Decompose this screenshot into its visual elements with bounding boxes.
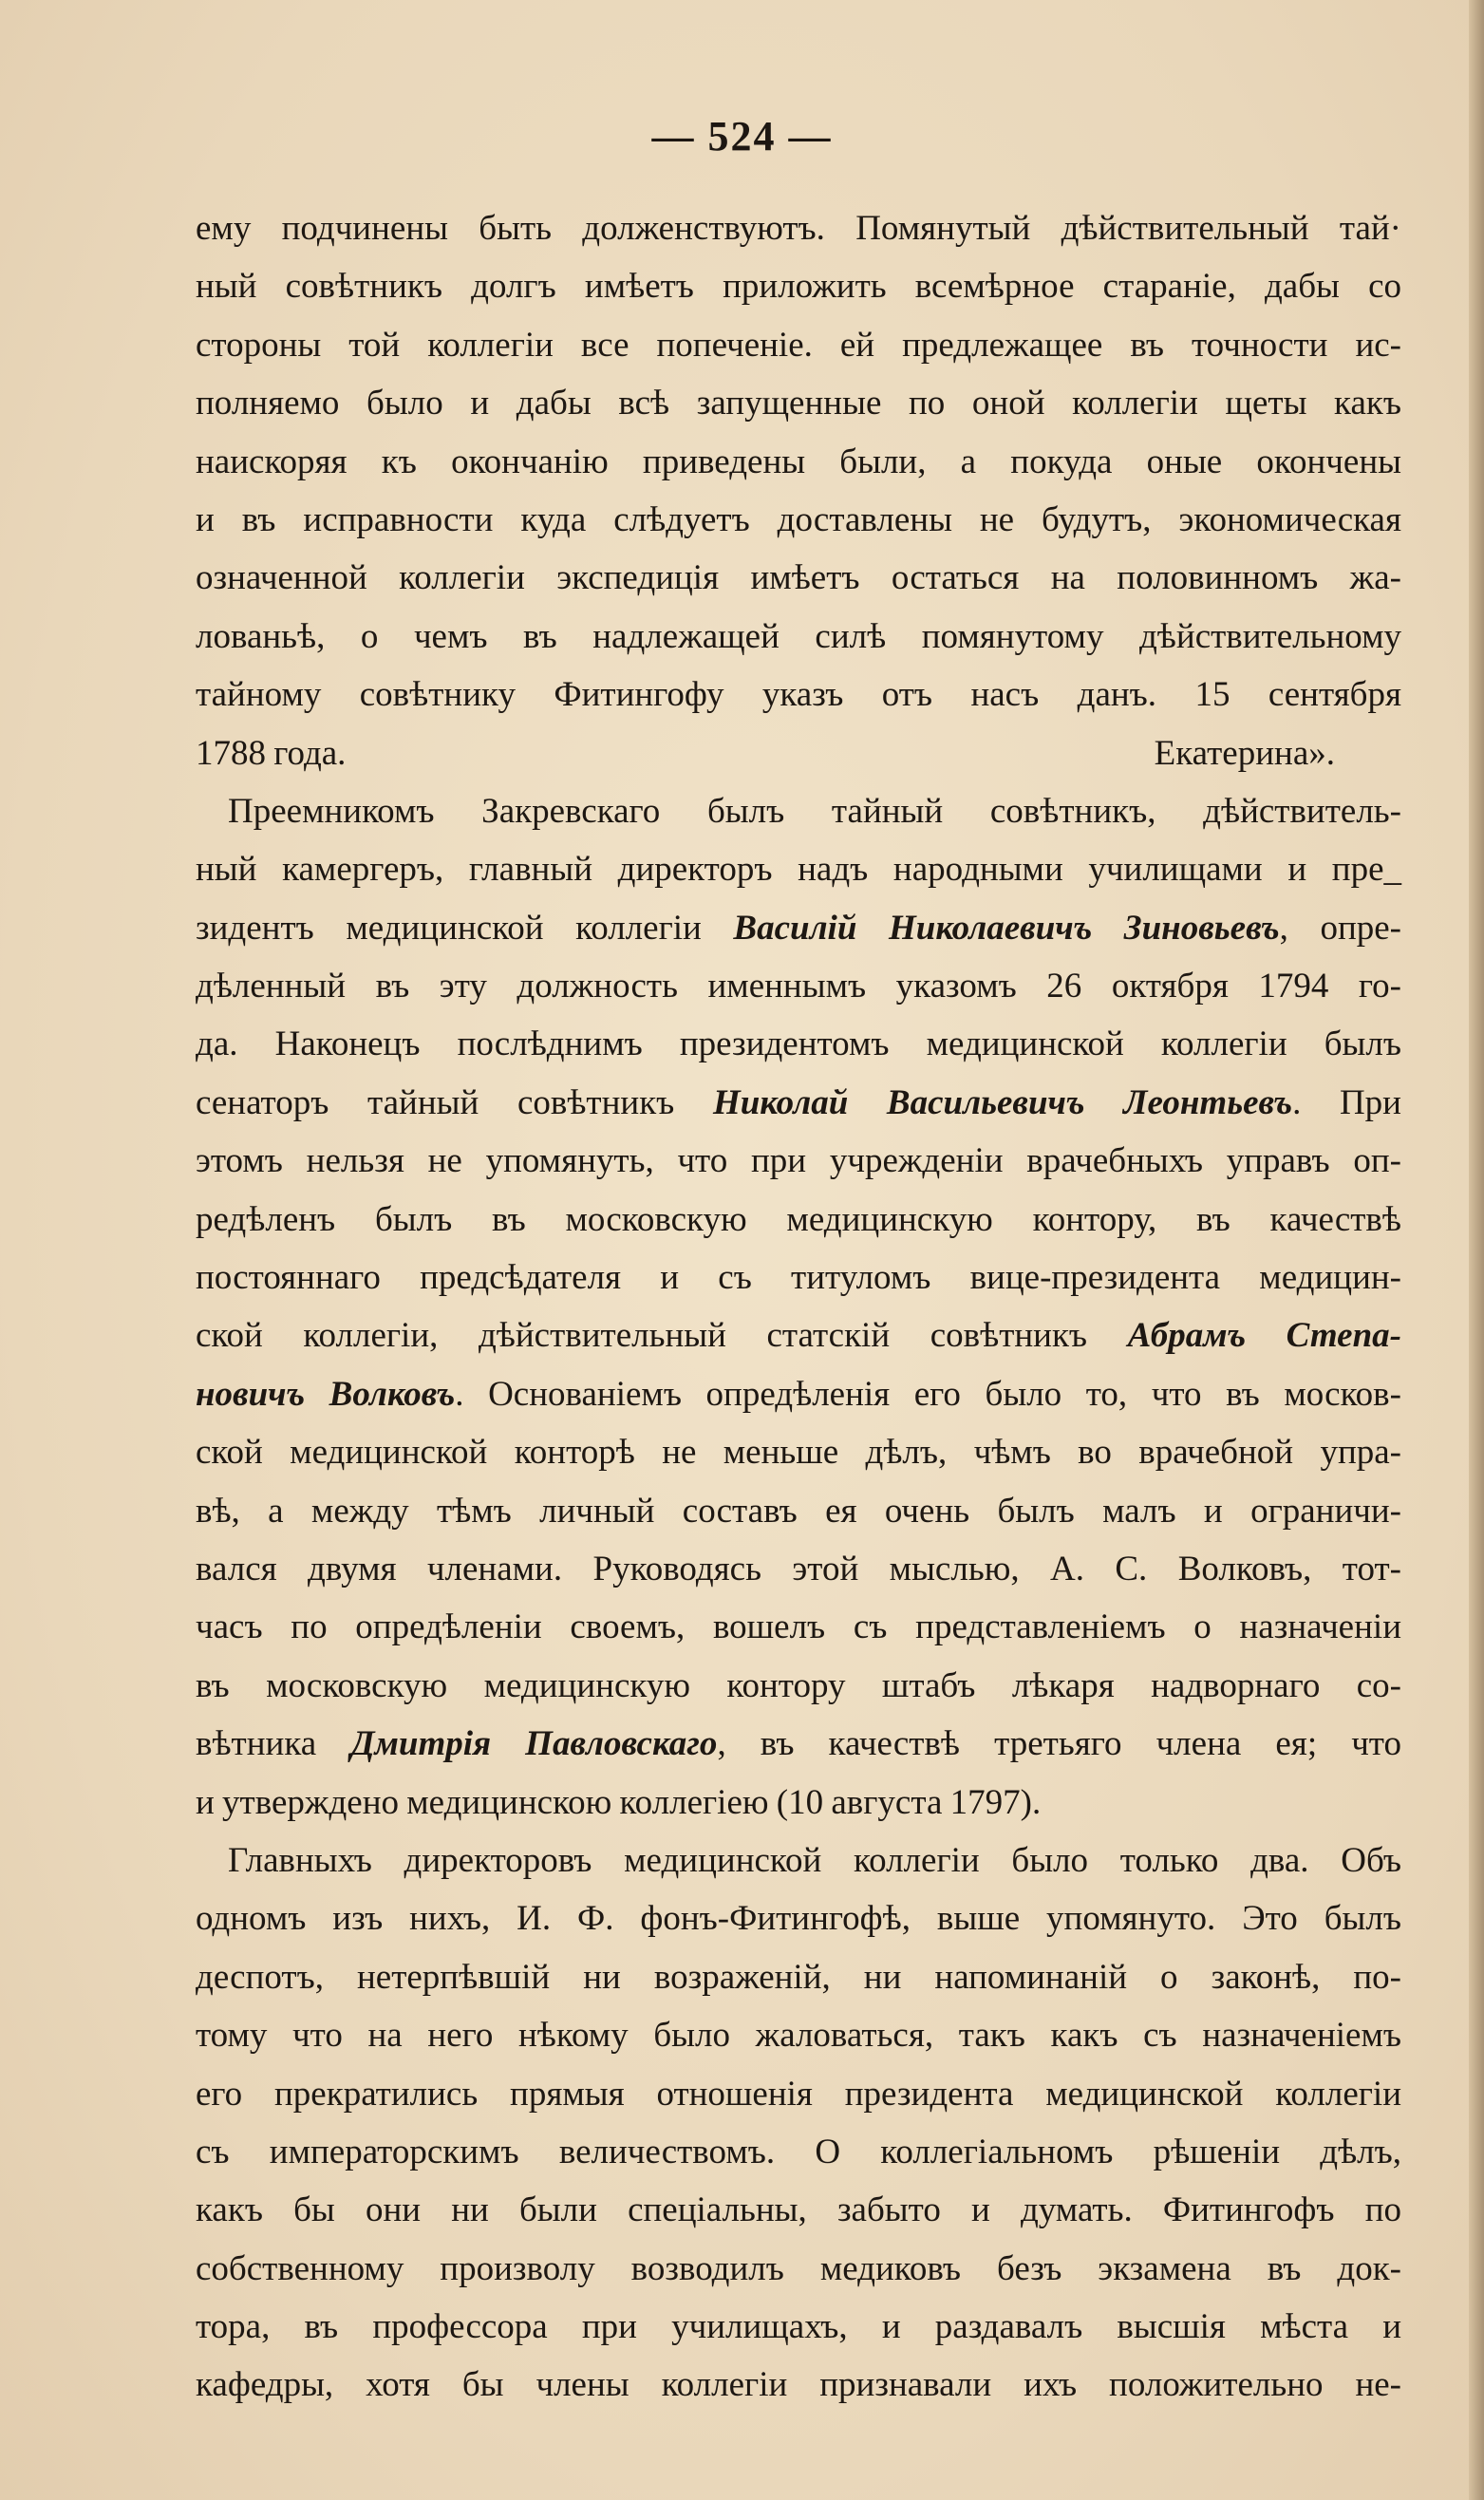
text-line: Преемникомъ Закревскаго былъ тайный совѣтникъ, дѣйствитель- [228, 791, 1401, 831]
text-line: полняемо было и дабы всѣ запущенные по оной коллегіи щеты какъ [196, 384, 1401, 423]
person-name: Василій Николаевичъ Зиновьевъ [733, 908, 1280, 948]
page-number: — 524 — [651, 113, 833, 160]
text-line: кафедры, хотя бы члены коллегіи признавали ихъ положительно не- [196, 2365, 1401, 2405]
text-line [196, 1306, 1401, 1364]
text-line: стороны той коллегіи все попеченіе. ей предлежащее въ точности ис- [196, 325, 1401, 365]
text-line: дѣленный въ эту должность именнымъ указомъ 26 октября 1794 го- [196, 967, 1401, 1006]
text-line: означенной коллегіи экспедиція имѣетъ остаться на половинномъ жа- [196, 558, 1401, 598]
person-name: новичъ Волковъ [196, 1374, 456, 1414]
text-line: ный камергеръ, главный директоръ надъ народными училищами и пре_ [196, 850, 1401, 890]
text-line: ской медицинской конторѣ не меньше дѣлъ, чѣмъ во врачебной упра- [196, 1433, 1401, 1473]
person-name: Абрамъ Степа- [1127, 1316, 1401, 1356]
text-line: вался двумя членами. Руководясь этой мыслью, А. С. Волковъ, тот- [196, 1549, 1401, 1588]
text-line: постояннаго предсѣдателя и съ титуломъ вице-президента медицин- [196, 1258, 1401, 1298]
text-line [196, 724, 1401, 782]
text-line: вѣ, а между тѣмъ личный составъ ея очень былъ малъ и ограничи- [196, 1491, 1401, 1531]
text-fragment: , въ качествѣ третьяго члена ея; что [717, 1724, 1401, 1764]
text-body [196, 199, 1401, 2415]
text-line [196, 1715, 1401, 1773]
text-line: одномъ изъ нихъ, И. Ф. фонъ-Фитингофѣ, выше упомянуто. Это былъ [196, 1899, 1401, 1939]
text-line [196, 1074, 1401, 1132]
text-line: редѣленъ былъ въ московскую медицинскую контору, въ качествѣ [196, 1199, 1401, 1239]
text-line: тому что на него нѣкому было жаловаться, такъ какъ съ назначеніемъ [196, 2016, 1401, 2056]
signature-text: Екатерина». [1154, 733, 1335, 773]
text-line: собственному произволу возводилъ медиковъ безъ экзамена въ док- [196, 2248, 1401, 2288]
text-fragment: зидентъ медицинской коллегіи [196, 908, 734, 948]
text-fragment: . При [1292, 1082, 1401, 1122]
text-line: Главныхъ директоровъ медицинской коллегіи было только два. Объ [228, 1840, 1401, 1880]
text-line: да. Наконецъ послѣднимъ президентомъ медицинской коллегіи былъ [196, 1024, 1401, 1064]
person-name: Дмитрія Павловскаго [350, 1724, 718, 1764]
text-fragment: ской коллегіи, дѣйствительный статскій совѣтникъ [196, 1316, 1128, 1356]
date-text: 1788 года. [196, 733, 347, 773]
text-line: въ московскую медицинскую контору штабъ лѣкаря надворнаго со- [196, 1665, 1401, 1705]
text-line: ему подчинены быть долженствуютъ. Помянутый дѣйствительный тай· [196, 209, 1401, 248]
text-line: деспотъ, нетерпѣвшій ни возраженій, ни напоминаній о законѣ, по- [196, 1957, 1401, 1997]
text-line: наискоряя къ окончанію приведены были, а покуда оные окончены [196, 442, 1401, 481]
text-fragment: , опре- [1279, 908, 1401, 948]
text-line: съ императорскимъ величествомъ. О коллегіальномъ рѣшеніи дѣлъ, [196, 2132, 1401, 2171]
text-line: тайному совѣтнику Фитингофу указъ отъ насъ данъ. 15 сентября [196, 675, 1401, 715]
text-line: и въ исправности куда слѣдуетъ доставлены не будутъ, экономическая [196, 499, 1401, 539]
text-line: ный совѣтникъ долгъ имѣетъ приложить всемѣрное стараніе, дабы со [196, 267, 1401, 307]
text-fragment: сенаторъ тайный совѣтникъ [196, 1082, 713, 1122]
text-line: этомъ нельзя не упомянуть, что при учрежденіи врачебныхъ управъ оп- [196, 1141, 1401, 1181]
text-fragment: вѣтника [196, 1724, 351, 1764]
text-line: тора, въ профессора при училищахъ, и раздавалъ высшія мѣста и [196, 2307, 1401, 2347]
text-line: его прекратились прямыя отношенія президента медицинской коллегіи [196, 2074, 1401, 2114]
page-edge-shadow [1469, 0, 1484, 2500]
text-line: какъ бы они ни были спеціальны, забыто и думать. Фитингофъ по [196, 2190, 1401, 2230]
text-line [196, 1365, 1401, 1423]
text-line: и утверждено медицинскою коллегіею (10 августа 1797). [196, 1782, 1042, 1822]
text-line: часъ по опредѣленіи своемъ, вошелъ съ представленіемъ о назначеніи [196, 1607, 1401, 1647]
text-line [196, 899, 1401, 957]
text-fragment: . Основаніемъ опредѣленія его было то, что въ москов- [455, 1374, 1401, 1414]
text-line: лованьѣ, о чемъ въ надлежащей силѣ помянутому дѣйствительному [196, 616, 1401, 656]
person-name: Николай Васильевичъ Леонтьевъ [712, 1082, 1293, 1122]
